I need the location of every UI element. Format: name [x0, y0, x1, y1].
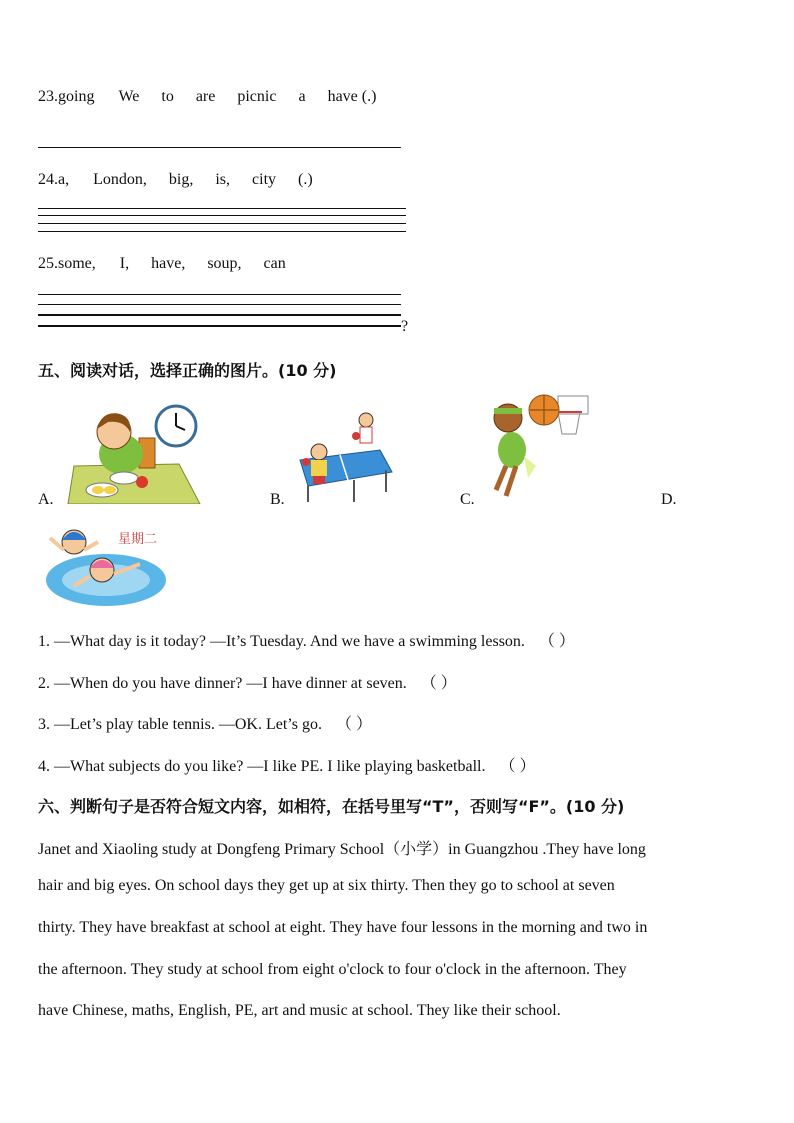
q23-word-4: are: [195, 88, 216, 105]
q24-answer-line-1[interactable]: [38, 208, 406, 209]
q23-word-1: going: [58, 88, 95, 105]
picture-c-basketball: [484, 392, 594, 502]
question-25: [38, 255, 286, 273]
q24-answer-line-2[interactable]: [38, 215, 406, 216]
q24-word-5: city: [252, 171, 277, 188]
question-24: [38, 171, 313, 189]
dialogue-item-2: [38, 670, 457, 693]
q25-word-4: soup,: [207, 255, 242, 272]
picture-a-dinner: [64, 404, 204, 504]
q23-word-3: to: [161, 88, 174, 105]
dialogue-4-text: 4. —What subjects do you like? —I like PE. I like playing basketball.: [38, 758, 486, 775]
picture-b-table-tennis: [294, 410, 394, 505]
section-5-title: 五、阅读对话，选择正确的图片。(10 分): [38, 361, 337, 380]
passage-line-5: have Chinese, maths, English, PE, art and music at school. They like their school.: [38, 1002, 561, 1019]
q25-word-1: some,: [58, 255, 96, 272]
q25-answer-line-4[interactable]: [38, 325, 401, 327]
q23-word-7: have: [327, 88, 358, 105]
q24-number: 24.: [38, 171, 58, 188]
q25-answer-line-2[interactable]: [38, 304, 401, 305]
q24-answer-line-3[interactable]: [38, 223, 406, 224]
q23-word-5: picnic: [237, 88, 277, 105]
dialogue-item-3: [38, 711, 372, 734]
dialogue-4-answer-paren[interactable]: （ ）: [499, 758, 536, 775]
q25-word-5: can: [263, 255, 286, 272]
option-d-label: D.: [661, 491, 677, 508]
dialogue-item-4: [38, 753, 535, 776]
dialogue-item-1: [38, 628, 575, 651]
question-23: [38, 88, 376, 106]
q24-answer-line-4[interactable]: [38, 231, 406, 232]
q23-answer-line[interactable]: [38, 147, 401, 148]
dialogue-1-answer-paren[interactable]: （ ）: [538, 633, 575, 650]
q25-word-2: I,: [119, 255, 130, 272]
picture-d-weekday-label: 星期二: [118, 532, 158, 547]
q23-number: 23.: [38, 88, 58, 105]
q25-answer-line-1[interactable]: [38, 294, 401, 295]
dialogue-2-text: 2. —When do you have dinner? —I have dinner at seven.: [38, 675, 407, 692]
q25-question-mark: ?: [401, 318, 409, 335]
q23-word-2: We: [118, 88, 140, 105]
q24-word-2: London,: [93, 171, 147, 188]
q24-word-1: a,: [58, 171, 70, 188]
dialogue-3-answer-paren[interactable]: （ ）: [335, 716, 372, 733]
option-a-label: A.: [38, 491, 54, 508]
q25-number: 25.: [38, 255, 58, 272]
q23-word-6: a: [298, 88, 306, 105]
dialogue-1-text: 1. —What day is it today? —It’s Tuesday. And we have a swimming lesson.: [38, 633, 525, 650]
q24-word-3: big,: [168, 171, 194, 188]
q24-word-4: is,: [215, 171, 231, 188]
passage-line-4: the afternoon. They study at school from eight o'clock to four o'clock in the afternoon. They: [38, 961, 627, 978]
passage-line-1: Janet and Xiaoling study at Dongfeng Primary School（小学）in Guangzhou .They have long: [38, 841, 646, 858]
dialogue-2-answer-paren[interactable]: （ ）: [420, 675, 457, 692]
passage-line-2: hair and big eyes. On school days they get up at six thirty. Then they go to school at seven: [38, 877, 615, 894]
dialogue-3-text: 3. —Let’s play table tennis. —OK. Let’s go.: [38, 716, 322, 733]
q25-answer-line-3[interactable]: [38, 314, 401, 316]
q25-word-3: have,: [151, 255, 186, 272]
option-c-label: C.: [460, 491, 475, 508]
q24-end: (.): [298, 171, 313, 188]
q23-end: (.): [361, 88, 377, 105]
passage-line-3: thirty. They have breakfast at school at eight. They have four lessons in the morning and two in: [38, 919, 648, 936]
option-b-label: B.: [270, 491, 285, 508]
section-6-title: 六、判断句子是否符合短文内容，如相符，在括号里写“T”，否则写“F”。(10 分): [38, 797, 625, 816]
